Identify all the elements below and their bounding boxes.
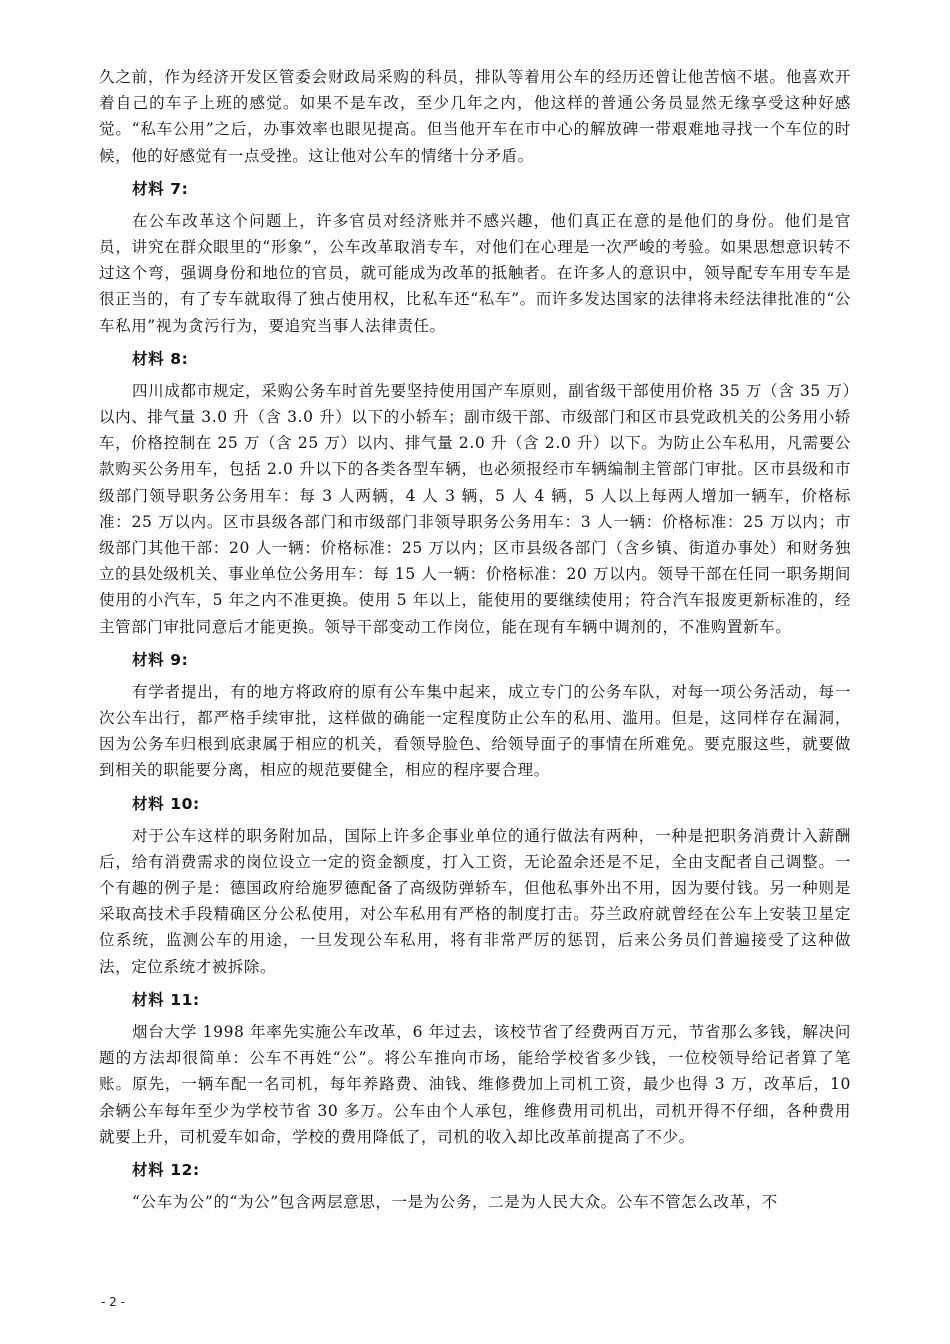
material-7-heading: 材料 7: xyxy=(132,179,189,198)
paragraph-opening: 久之前，作为经济开发区管委会财政局采购的科员，排队等着用公车的经历还曾让他苦恼不堪。他喜欢开着自己的车子上班的感觉。如果不是车改，至少几年之内，他这样的普通公务员显然无缘享受这种好感觉。“私车公用”之后，办事效率也眼见提高。但当他开车在市中心的解放碑一带艰难地寻找一个车位的时候，他的好感觉有一点受挫。这让他对公车的情绪十分矛盾。 xyxy=(99,68,851,165)
document-body xyxy=(99,64,851,1222)
material-7-text: 在公车改革这个问题上，许多官员对经济账并不感兴趣，他们真正在意的是他们的身份。他们是官员，讲究在群众眼里的“形象”，公车改革取消专车，对他们在心理是一次严峻的考验。如果思想意识转不过这个弯，强调身份和地位的官员，就可能成为改革的抵触者。在许多人的意识中，领导配专车用专车是很正当的，有了专车就取得了独占使用权，比私车还“私车”。而许多发达国家的法律将未经法律批准的“公车私用”视为贪污行为，要追究当事人法律责任。 xyxy=(99,211,851,335)
material-9-heading: 材料 9: xyxy=(132,650,189,669)
page-number: - 2 - xyxy=(101,1295,125,1309)
material-9-text: 有学者提出，有的地方将政府的原有公车集中起来，成立专门的公务车队，对每一项公务活动，每一次公车出行，都严格手续审批，这样做的确能一定程度防止公车的私用、滥用。但是，这同样存在漏洞，因为公务车归根到底隶属于相应的机关，看领导脸色、给领导面子的事情在所难免。要克服这些，就要做到相关的职能要分离，相应的规范要健全，相应的程序要合理。 xyxy=(99,682,851,780)
material-8-heading: 材料 8: xyxy=(132,349,189,368)
material-10-text: 对于公车这样的职务附加品，国际上许多企事业单位的通行做法有两种，一种是把职务消费计入薪酬后，给有消费需求的岗位设立一定的资金额度，打入工资，无论盈余还是不足，全由支配者自己调整。一个有趣的例子是：德国政府给施罗德配备了高级防弹轿车，但他私事外出不用，因为要付钱。另一种则是采取高技术手段精确区分公私使用，对公车私用有严格的制度打击。芬兰政府就曾经在公车上安装卫星定位系统，监测公车的用途，一旦发现公车私用，将有非常严厉的惩罚，后来公务员们普遍接受了这种做法，定位系统才被拆除。 xyxy=(99,826,851,976)
material-8-text: 四川成都市规定，采购公务车时首先要坚持使用国产车原则，副省级干部使用价格 35 万（含 35 万）以内、排气量 3.0 升（含 3.0 升）以下的小轿车；副市级干部、市级部门和区市县党政机关的公务用小轿车，价格控制在 25 万（含 25 万）以内、排气量 2.0 升（含 2.0 升）以下。为防止公车私用，凡需要公款购买公务用车，包括 2.0 升以下的各类各型车辆，也必须报经市车辆编制主管部门审批。区市县级和市级部门领导职务公务用车：每 3 人两辆，4 人 3 辆，5 人 4 辆，5 人以上每两人增加一辆车，价格标准：25 万以内。区市县级各部门和市级部门非领导职务公务用车：3 人一辆：价格标准：25 万以内；市级部门其他干部：20 人一辆：价格标准：25 万以内；区市县级各部门（含乡镇、街道办事处）和财务独立的县处级机关、事业单位公务用车：每 15 人一辆：价格标准：20 万以内。领导干部在任同一职务期间使用的小汽车，5 年之内不准更换。使用 5 年以上，能使用的要继续使用；符合汽车报废更新标准的，经主管部门审批同意后才能更换。领导干部变动工作岗位，能在现有车辆中调剂的，不准购置新车。 xyxy=(99,381,851,636)
material-12-text: “公车为公”的“为公”包含两层意思，一是为公务，二是为人民大众。公车不管怎么改革，不 xyxy=(132,1192,778,1211)
material-11-text: 烟台大学 1998 年率先实施公车改革，6 年过去，该校节省了经费两百万元，节省那么多钱，解决问题的方法却很简单：公车不再姓“公”。将公车推向市场，能给学校省多少钱，一位校领导给记者算了笔账。原先，一辆车配一名司机，每年养路费、油钱、维修费加上司机工资，最少也得 3 万，改革后，10 余辆公车每年至少为学校节省 30 多万。公车由个人承包，维修费用司机出，司机开得不仔细，各种费用就要上升，司机爱车如命，学校的费用降低了，司机的收入却比改革前提高了不少。 xyxy=(99,1022,851,1146)
material-12-heading: 材料 12: xyxy=(132,1160,200,1179)
material-10-heading: 材料 10: xyxy=(132,794,200,813)
material-11-heading: 材料 11: xyxy=(132,990,200,1009)
